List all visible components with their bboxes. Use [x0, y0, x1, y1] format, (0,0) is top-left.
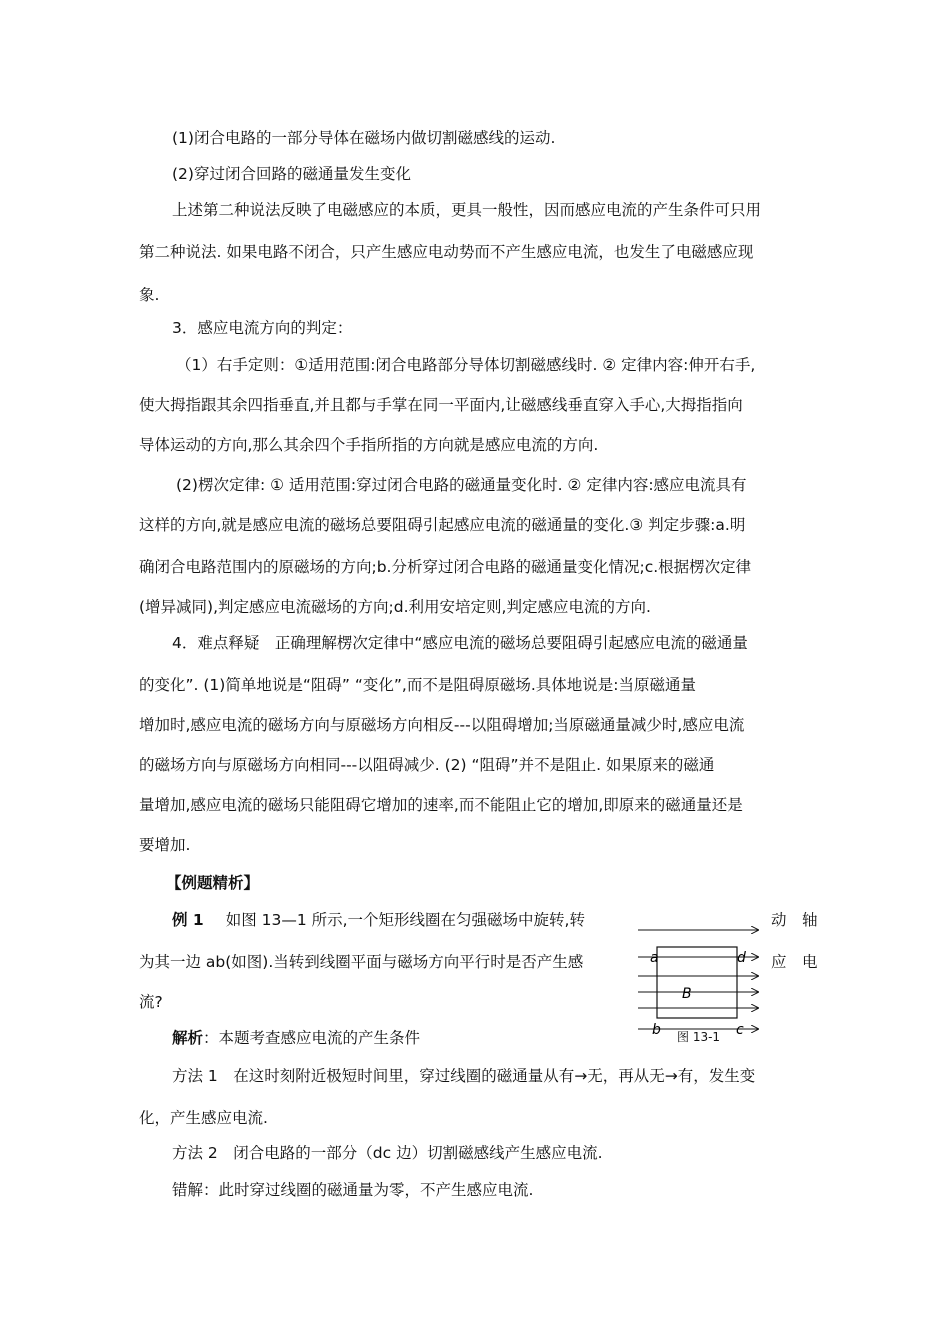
wrapped-text: 应 电 — [771, 953, 818, 971]
text-line: 要增加. — [139, 836, 191, 854]
wrapped-text: 动 轴 — [771, 911, 818, 929]
text-line: 为其一边 ab(如图).当转到线圈平面与磁场方向平行时是否产生感 — [139, 953, 584, 971]
example-label: 例 1 — [172, 911, 204, 929]
analysis-text: ：本题考查感应电流的产生条件 — [203, 1029, 421, 1047]
label-d: d — [737, 950, 746, 966]
text-line: 方法 1 在这时刻附近极短时间里，穿过线圈的磁通量从有→无，再从无→有，发生变 — [172, 1067, 756, 1085]
text-line: 的变化”. (1)简单地说是“阻碍” “变化”,而不是阻碍原磁场.具体地说是:当原磁通量 — [139, 676, 696, 694]
text-line: （1）右手定则：①适用范围:闭合电路部分导体切割磁感线时. ② 定律内容:伸开右手, — [176, 356, 756, 374]
text-line: 化，产生感应电流. — [139, 1109, 268, 1127]
analysis-line — [172, 1028, 420, 1048]
text-line: (增异减同),判定感应电流磁场的方向;d.利用安培定则,判定感应电流的方向. — [139, 598, 651, 616]
analysis-label: 解析 — [172, 1029, 204, 1047]
text-line: 量增加,感应电流的磁场只能阻碍它增加的速率,而不能阻止它的增加,即原来的磁通量还是 — [139, 796, 743, 814]
example-line — [172, 910, 585, 930]
text-line: 使大拇指跟其余四指垂直,并且都与手掌在同一平面内,让磁感线垂直穿入手心,大拇指指向 — [139, 396, 743, 414]
label-c: c — [736, 1022, 744, 1038]
text-line: 方法 2 闭合电路的一部分（dc 边）切割磁感线产生感应电流. — [172, 1144, 603, 1162]
text-line: (1)闭合电路的一部分导体在磁场内做切割磁感线的运动. — [172, 129, 556, 147]
coil-rectangle — [657, 947, 737, 1018]
text-line: 象. — [139, 286, 160, 304]
text-line: (2)穿过闭合回路的磁通量发生变化 — [172, 165, 411, 183]
example-text: 如图 13—1 所示,一个矩形线圈在匀强磁场中旋转,转 — [225, 911, 585, 929]
section-heading: 4．难点释疑 正确理解楞次定律中“感应电流的磁场总要阻碍引起感应电流的磁通量 — [172, 634, 748, 652]
section-heading: 3．感应电流方向的判定： — [172, 319, 353, 337]
label-a: a — [650, 950, 659, 966]
text-line: 确闭合电路范围内的原磁场的方向;b.分析穿过闭合电路的磁通量变化情况;c.根据楞次定律 — [139, 558, 752, 576]
label-b: b — [652, 1022, 661, 1038]
text-line: 错解：此时穿过线圈的磁通量为零，不产生感应电流. — [172, 1181, 534, 1199]
figure-13-1 — [630, 918, 765, 1048]
text-line: (2)楞次定律: ① 适用范围:穿过闭合电路的磁通量变化时. ② 定律内容:感应电流具有 — [176, 476, 747, 494]
text-line: 这样的方向,就是感应电流的磁场总要阻碍引起感应电流的磁通量的变化.③ 判定步骤:a.明 — [139, 516, 746, 534]
label-B: B — [682, 986, 692, 1002]
text-line: 导体运动的方向,那么其余四个手指所指的方向就是感应电流的方向. — [139, 436, 599, 454]
example-heading: 【例题精析】 — [166, 874, 260, 892]
text-line: 上述第二种说法反映了电磁感应的本质，更具一般性，因而感应电流的产生条件可只用 — [172, 201, 762, 219]
text-line: 的磁场方向与原磁场方向相同---以阻碍减少. (2) “阻碍”并不是阻止. 如果原来的磁通 — [139, 756, 715, 774]
text-line: 增加时,感应电流的磁场方向与原磁场方向相反---以阻碍增加;当原磁通量减少时,感应电流 — [139, 716, 745, 734]
text-line: 流? — [139, 993, 163, 1011]
text-line: 第二种说法. 如果电路不闭合，只产生感应电动势而不产生感应电流，也发生了电磁感应现 — [139, 243, 754, 261]
figure-caption: 图 13-1 — [677, 1030, 721, 1044]
